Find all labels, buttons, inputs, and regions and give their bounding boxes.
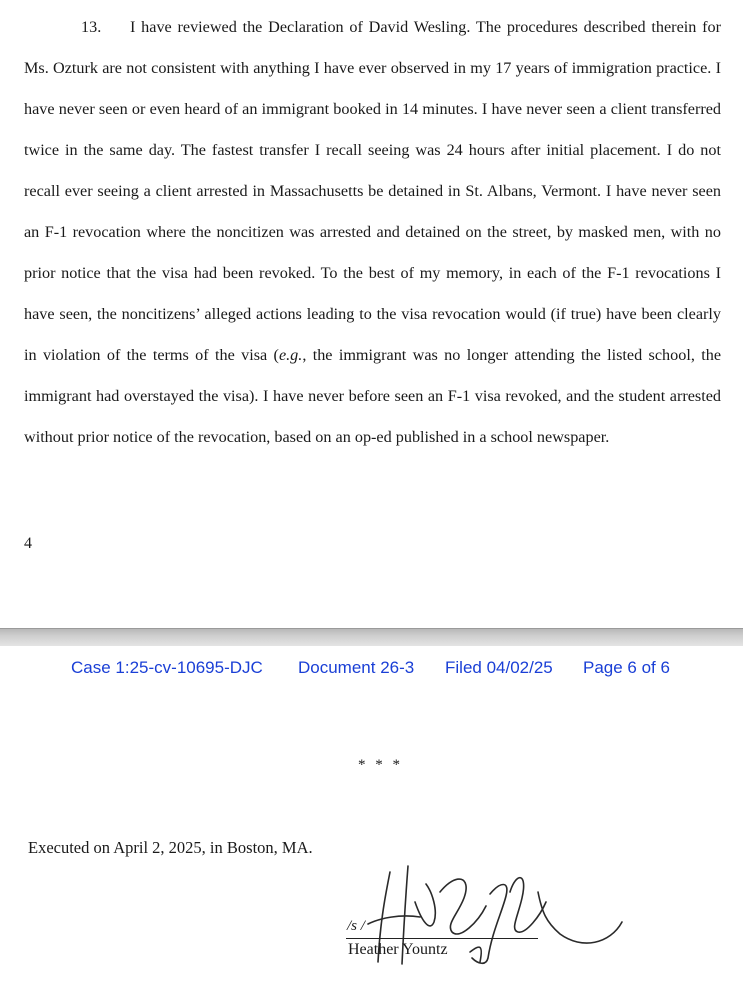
- page-number: 4: [24, 535, 32, 552]
- paragraph-italic-text: e.g.: [278, 346, 303, 364]
- ecf-page-count: Page 6 of 6: [583, 658, 670, 677]
- ecf-document-number: Document 26-3: [298, 658, 415, 677]
- paragraph-text: I have reviewed the Declaration of David Wesling. The procedures described therein for Ms. Ozturk are not consistent with anything I have ever observed in my 17 years of immigration practice. I have never seen or even heard of an immigrant booked in 14 minutes. I have never seen a client transferred twice in the same day. The fastest transfer I recall seeing was 24 hours after initial placement. I do not recall ever seeing a client arrested in Massachusetts be detained in St. Albans, Vermont. I have never seen an F-1 revocation where the noncitizen was arrested and detained on the street, by masked men, with no prior notice that the visa had been revoked. To the best of my memory, in each of the F-1 revocations I have seen, the noncitizens’ alleged actions leading to the visa revocation would (if true) have been clearly in violation of the terms of the visa (: [24, 18, 721, 364]
- ecf-case-number: Case 1:25-cv-10695-DJC: [71, 658, 263, 677]
- declaration-paragraph: [24, 7, 721, 458]
- executed-statement: Executed on April 2, 2025, in Boston, MA.: [28, 838, 313, 857]
- paragraph-text-continued: , the immigrant was no longer attending the listed school, the immigrant had overstayed the visa). I have never before seen an F-1 visa revoked, and the student arrested without prior notice of the revocation, based on an op-ed published in a school newspaper.: [24, 346, 721, 446]
- signatory-name: Heather Yountz: [348, 941, 448, 958]
- paragraph-number: 13.: [81, 18, 102, 36]
- ecf-filed-date: Filed 04/02/25: [445, 658, 553, 677]
- section-separator: * * *: [358, 757, 403, 773]
- signature-prefix: /s /: [347, 918, 365, 934]
- ecf-header: [0, 658, 743, 684]
- signature-line: [346, 938, 538, 939]
- page-divider: [0, 628, 743, 646]
